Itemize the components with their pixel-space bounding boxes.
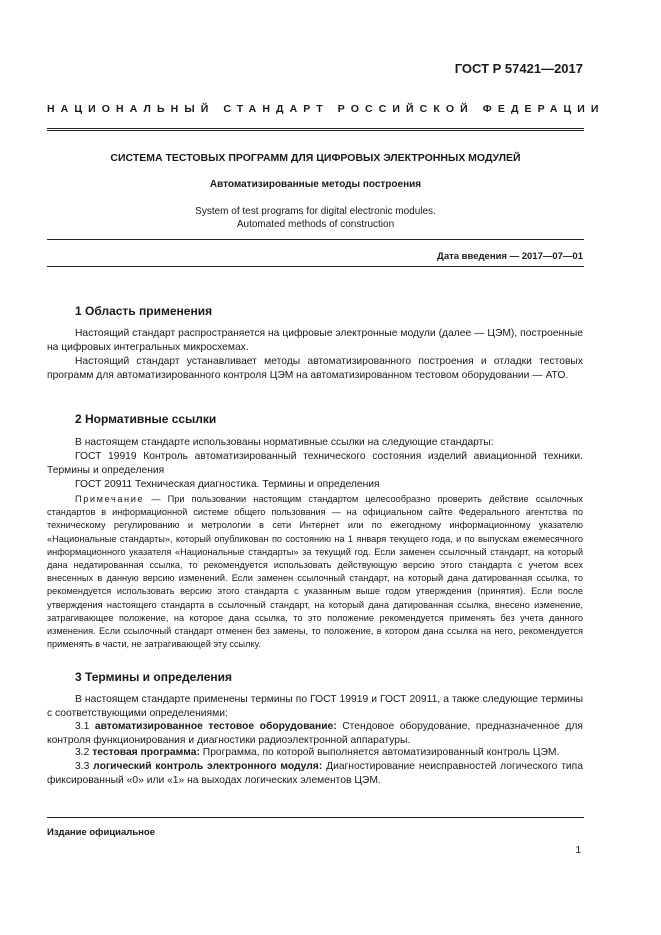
paragraph-text: Настоящий стандарт устанавливает методы автоматизированного построения и отладки тестовых программ для автоматизированного контроля ЦЭМ на автоматизированном тестовом оборудовании — АТО.: [47, 356, 583, 381]
paragraph-text: В настоящем стандарте применены термины по ГОСТ 19919 и ГОСТ 20911, а также следующие термины с соответствующими определениями:: [47, 694, 583, 719]
term-3-1: [47, 720, 583, 748]
section-3-heading: 3 Термины и определения: [75, 670, 233, 684]
english-title-line-1: System of test programs for digital electronic modules.: [195, 206, 436, 217]
term-name: автоматизированное тестовое оборудование:: [94, 721, 337, 732]
term-3-3: [47, 760, 583, 788]
paragraph-text: В настоящем стандарте использованы нормативные ссылки на следующие стандарты:: [75, 437, 494, 448]
section-2-reference-1: [47, 450, 583, 478]
term-number: 3.1: [75, 721, 90, 732]
term-3-2: [47, 746, 583, 760]
paragraph-text: ГОСТ 19919 Контроль автоматизированный технического состояния изделий авиационной техники. Термины и определения: [47, 451, 583, 476]
section-1-paragraph-2: [47, 355, 583, 383]
note-label: Примечание: [75, 494, 145, 504]
document-title: СИСТЕМА ТЕСТОВЫХ ПРОГРАММ ДЛЯ ЦИФРОВЫХ ЭЛЕКТРОННЫХ МОДУЛЕЙ: [110, 152, 521, 164]
date-rule: [47, 266, 584, 267]
term-number: 3.3: [75, 761, 90, 772]
introduction-date: Дата введения — 2017—07—01: [437, 251, 583, 262]
term-definition: Диагностирование неисправностей логического типа фиксированный «0» или «1» на выходах логических элементов ЦЭМ.: [47, 761, 583, 786]
paragraph-text: ГОСТ 20911 Техническая диагностика. Термины и определения: [75, 479, 380, 490]
section-2-reference-2: [47, 478, 583, 492]
english-title-line-2: Automated methods of construction: [236, 219, 395, 230]
english-title: [47, 205, 584, 231]
official-edition-label: Издание официальное: [47, 827, 155, 838]
section-1-heading: 1 Область применения: [75, 304, 213, 318]
note-text: — При пользовании настоящим стандартом целесообразно проверить действие ссылочных стандартов в информационной системе общего пользования — на официальном сайте Федерального агентства по техническому регулированию и метрологии в сети Интернет или по ежегодному информационному указателю «Национальные стандарты», который опубликован по состоянию на 1 января текущего года, и по выпускам ежемесячного информационного указателя «Национальные стандарты» за текущий год. Если заменен ссылочный стандарт, на который дана недатированная ссылка, то рекомендуется использовать действующую версию этого стандарта с учетом всех внесенных в данную версию изменений. Если заменен ссылочный стандарт, на который дана датированная ссылка, то рекомендуется использовать версию этого стандарта с указанным выше годом утверждения (принятия). Если после утверждения настоящего стандарта в ссылочный стандарт, на который дана датированная ссылка, внесено изменение, затрагивающее положение, на которое дана ссылка, то это положение рекомендуется применять без учета данного изменения. Если ссылочный стандарт отменен без замены, то положение, в котором дана ссылка на него, рекомендуется применять в части, не затрагивающей эту ссылку.: [47, 494, 583, 650]
section-1-paragraph-1: [47, 327, 583, 355]
term-definition: Стендовое оборудование, предназначенное для контроля функционирования и диагностики радиоэлектронной аппаратуры.: [47, 721, 583, 746]
section-3-paragraph-1: [47, 693, 583, 721]
term-name: логический контроль электронного модуля:: [93, 761, 323, 772]
header-rule-bottom: [47, 130, 584, 131]
section-2-heading: 2 Нормативные ссылки: [75, 412, 217, 426]
title-rule: [47, 239, 584, 240]
term-name: тестовая программа:: [92, 747, 200, 758]
standard-code: ГОСТ Р 57421—2017: [454, 61, 583, 76]
document-subtitle: Автоматизированные методы построения: [209, 179, 422, 190]
page-number: 1: [575, 845, 581, 856]
section-2-note: [47, 493, 583, 651]
header-rule-top: [47, 128, 584, 129]
section-2-paragraph-1: [47, 436, 583, 450]
term-definition: Программа, по которой выполняется автоматизированный контроль ЦЭМ.: [202, 747, 560, 758]
term-number: 3.2: [75, 747, 90, 758]
national-standard-banner: НАЦИОНАЛЬНЫЙ СТАНДАРТ РОССИЙСКОЙ ФЕДЕРАЦИИ: [47, 103, 605, 115]
footer-rule: [47, 817, 584, 818]
paragraph-text: Настоящий стандарт распространяется на цифровые электронные модули (далее — ЦЭМ), построенные на цифровых интегральных микросхемах.: [47, 328, 583, 353]
